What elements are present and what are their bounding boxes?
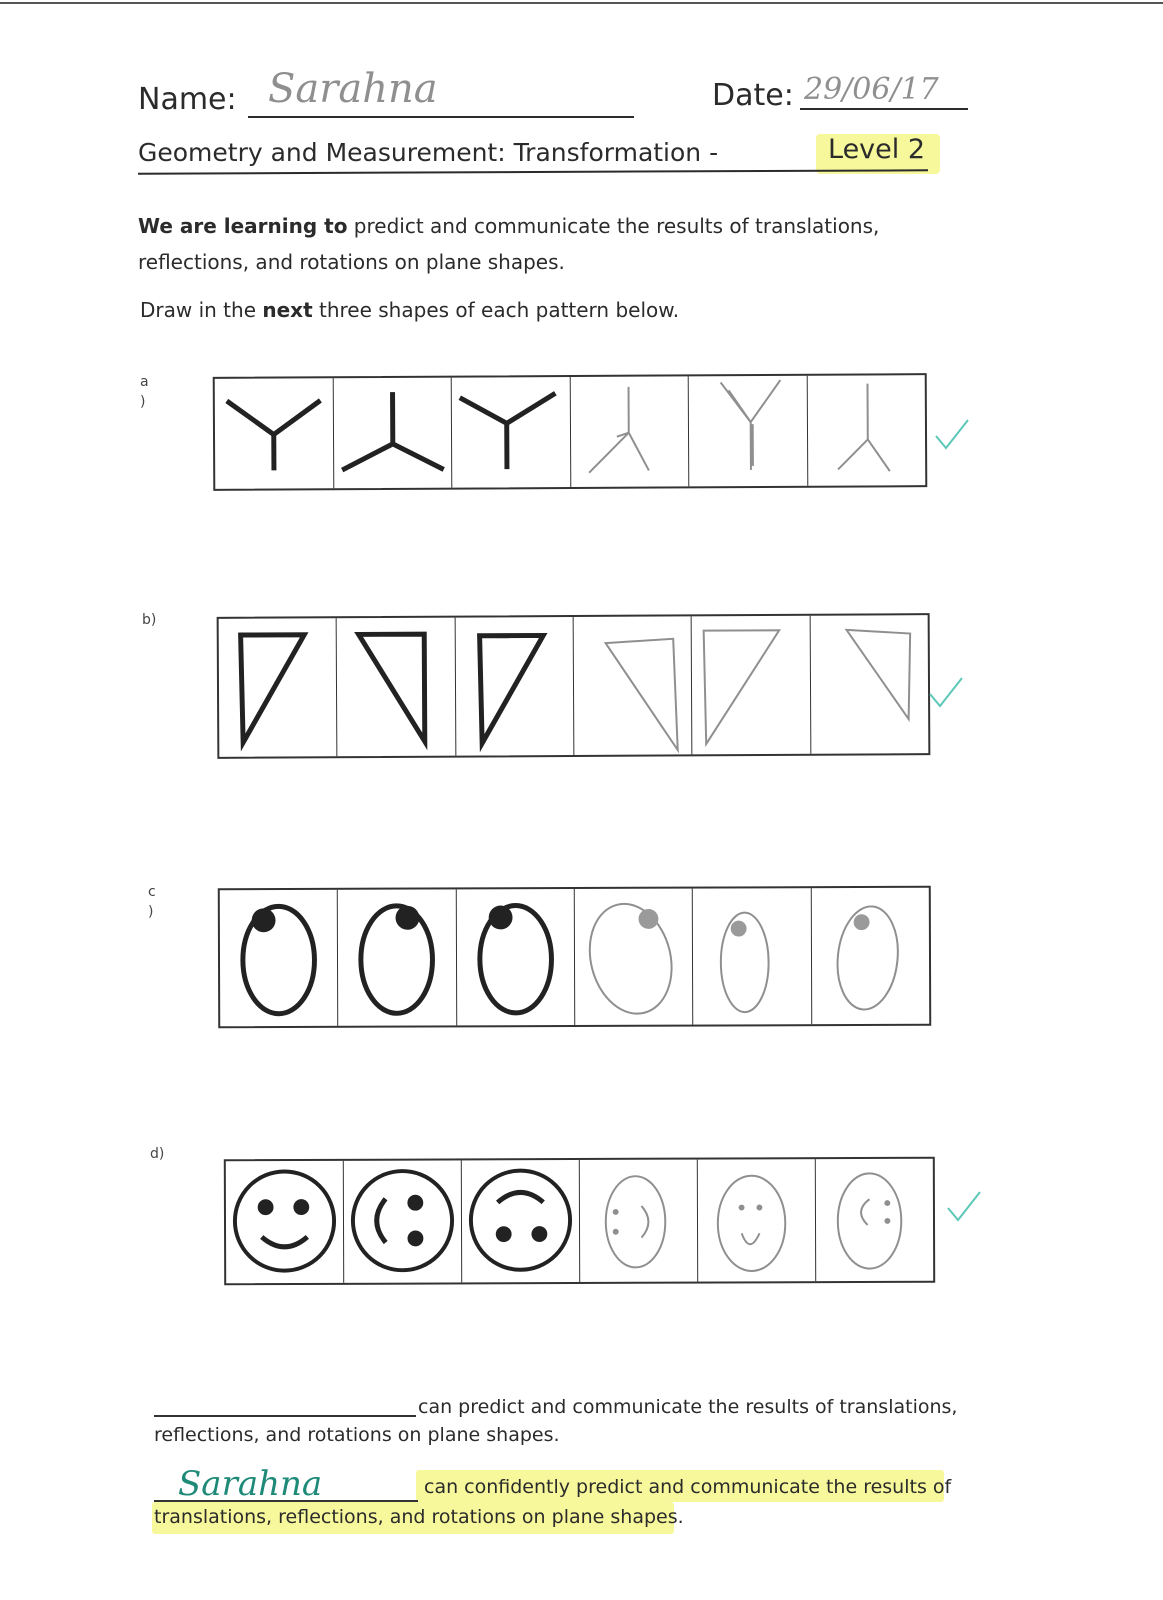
drawn-cell (575, 889, 694, 1025)
scan-edge-line (0, 2, 1163, 4)
drawn-cell (698, 1159, 816, 1281)
student-signature: Sarahna (178, 1464, 323, 1504)
date-handwritten: 29/06/17 (804, 72, 939, 107)
topic-underline (138, 169, 928, 174)
instruction-pre: Draw in the (140, 298, 263, 322)
learning-goal-lead: We are learning to (138, 214, 348, 238)
date-underline (800, 108, 968, 110)
name-underline (248, 116, 634, 118)
statement-1-text: can predict and communicate the results of translations, (418, 1396, 958, 1418)
pattern-cell (455, 617, 574, 756)
pattern-row-d (224, 1157, 935, 1285)
check-mark-icon (928, 676, 964, 710)
statement-2-text: can confidently predict and communicate the results of (424, 1476, 952, 1498)
drawn-cell (574, 616, 693, 755)
topic-title: Geometry and Measurement: Transformation - (138, 138, 719, 167)
pattern-cell (462, 1160, 580, 1282)
check-mark-icon (946, 1190, 982, 1224)
drawn-cell (689, 376, 808, 487)
row-label-b: b) (142, 612, 157, 628)
drawn-cell (570, 376, 689, 487)
drawn-cell (810, 615, 928, 754)
pattern-cell (219, 618, 338, 757)
pattern-cell (452, 377, 571, 488)
pattern-cell (456, 889, 575, 1025)
learning-goal-text: predict and communicate the results of translations, reflections, and rotations on plane shapes. (138, 214, 880, 274)
pattern-cell (220, 890, 339, 1026)
pattern-cell (215, 378, 334, 489)
pattern-cell (333, 378, 452, 489)
statement-2-text-cont: translations, reflections, and rotations on plane shapes. (154, 1506, 684, 1528)
learning-goal (138, 208, 958, 280)
row-label-a: a ) (140, 374, 149, 410)
pattern-row-c (218, 886, 931, 1028)
row-label-d: d) (150, 1146, 165, 1162)
instruction-post: three shapes of each pattern below. (312, 298, 680, 322)
instruction (140, 298, 679, 322)
date-label: Date: (712, 78, 794, 113)
drawn-cell (816, 1159, 933, 1281)
drawn-cell (580, 1160, 698, 1282)
pattern-cell (337, 618, 456, 757)
drawn-cell (692, 616, 811, 755)
instruction-bold: next (262, 298, 313, 322)
drawn-cell (693, 888, 812, 1024)
statement-1-text-cont: reflections, and rotations on plane shapes. (154, 1424, 560, 1446)
drawn-cell (807, 375, 925, 486)
pattern-cell (344, 1160, 462, 1282)
pattern-cell (226, 1161, 344, 1283)
row-label-c: c ) (148, 884, 156, 920)
name-handwritten: Sarahna (268, 66, 438, 112)
drawn-cell (811, 888, 929, 1024)
pattern-cell (338, 889, 457, 1025)
name-label: Name: (138, 82, 237, 117)
check-mark-icon (934, 418, 970, 452)
level-label: Level 2 (828, 134, 926, 165)
pattern-row-a (213, 373, 928, 491)
pattern-row-b (217, 613, 931, 759)
name-blank-line (154, 1415, 416, 1417)
